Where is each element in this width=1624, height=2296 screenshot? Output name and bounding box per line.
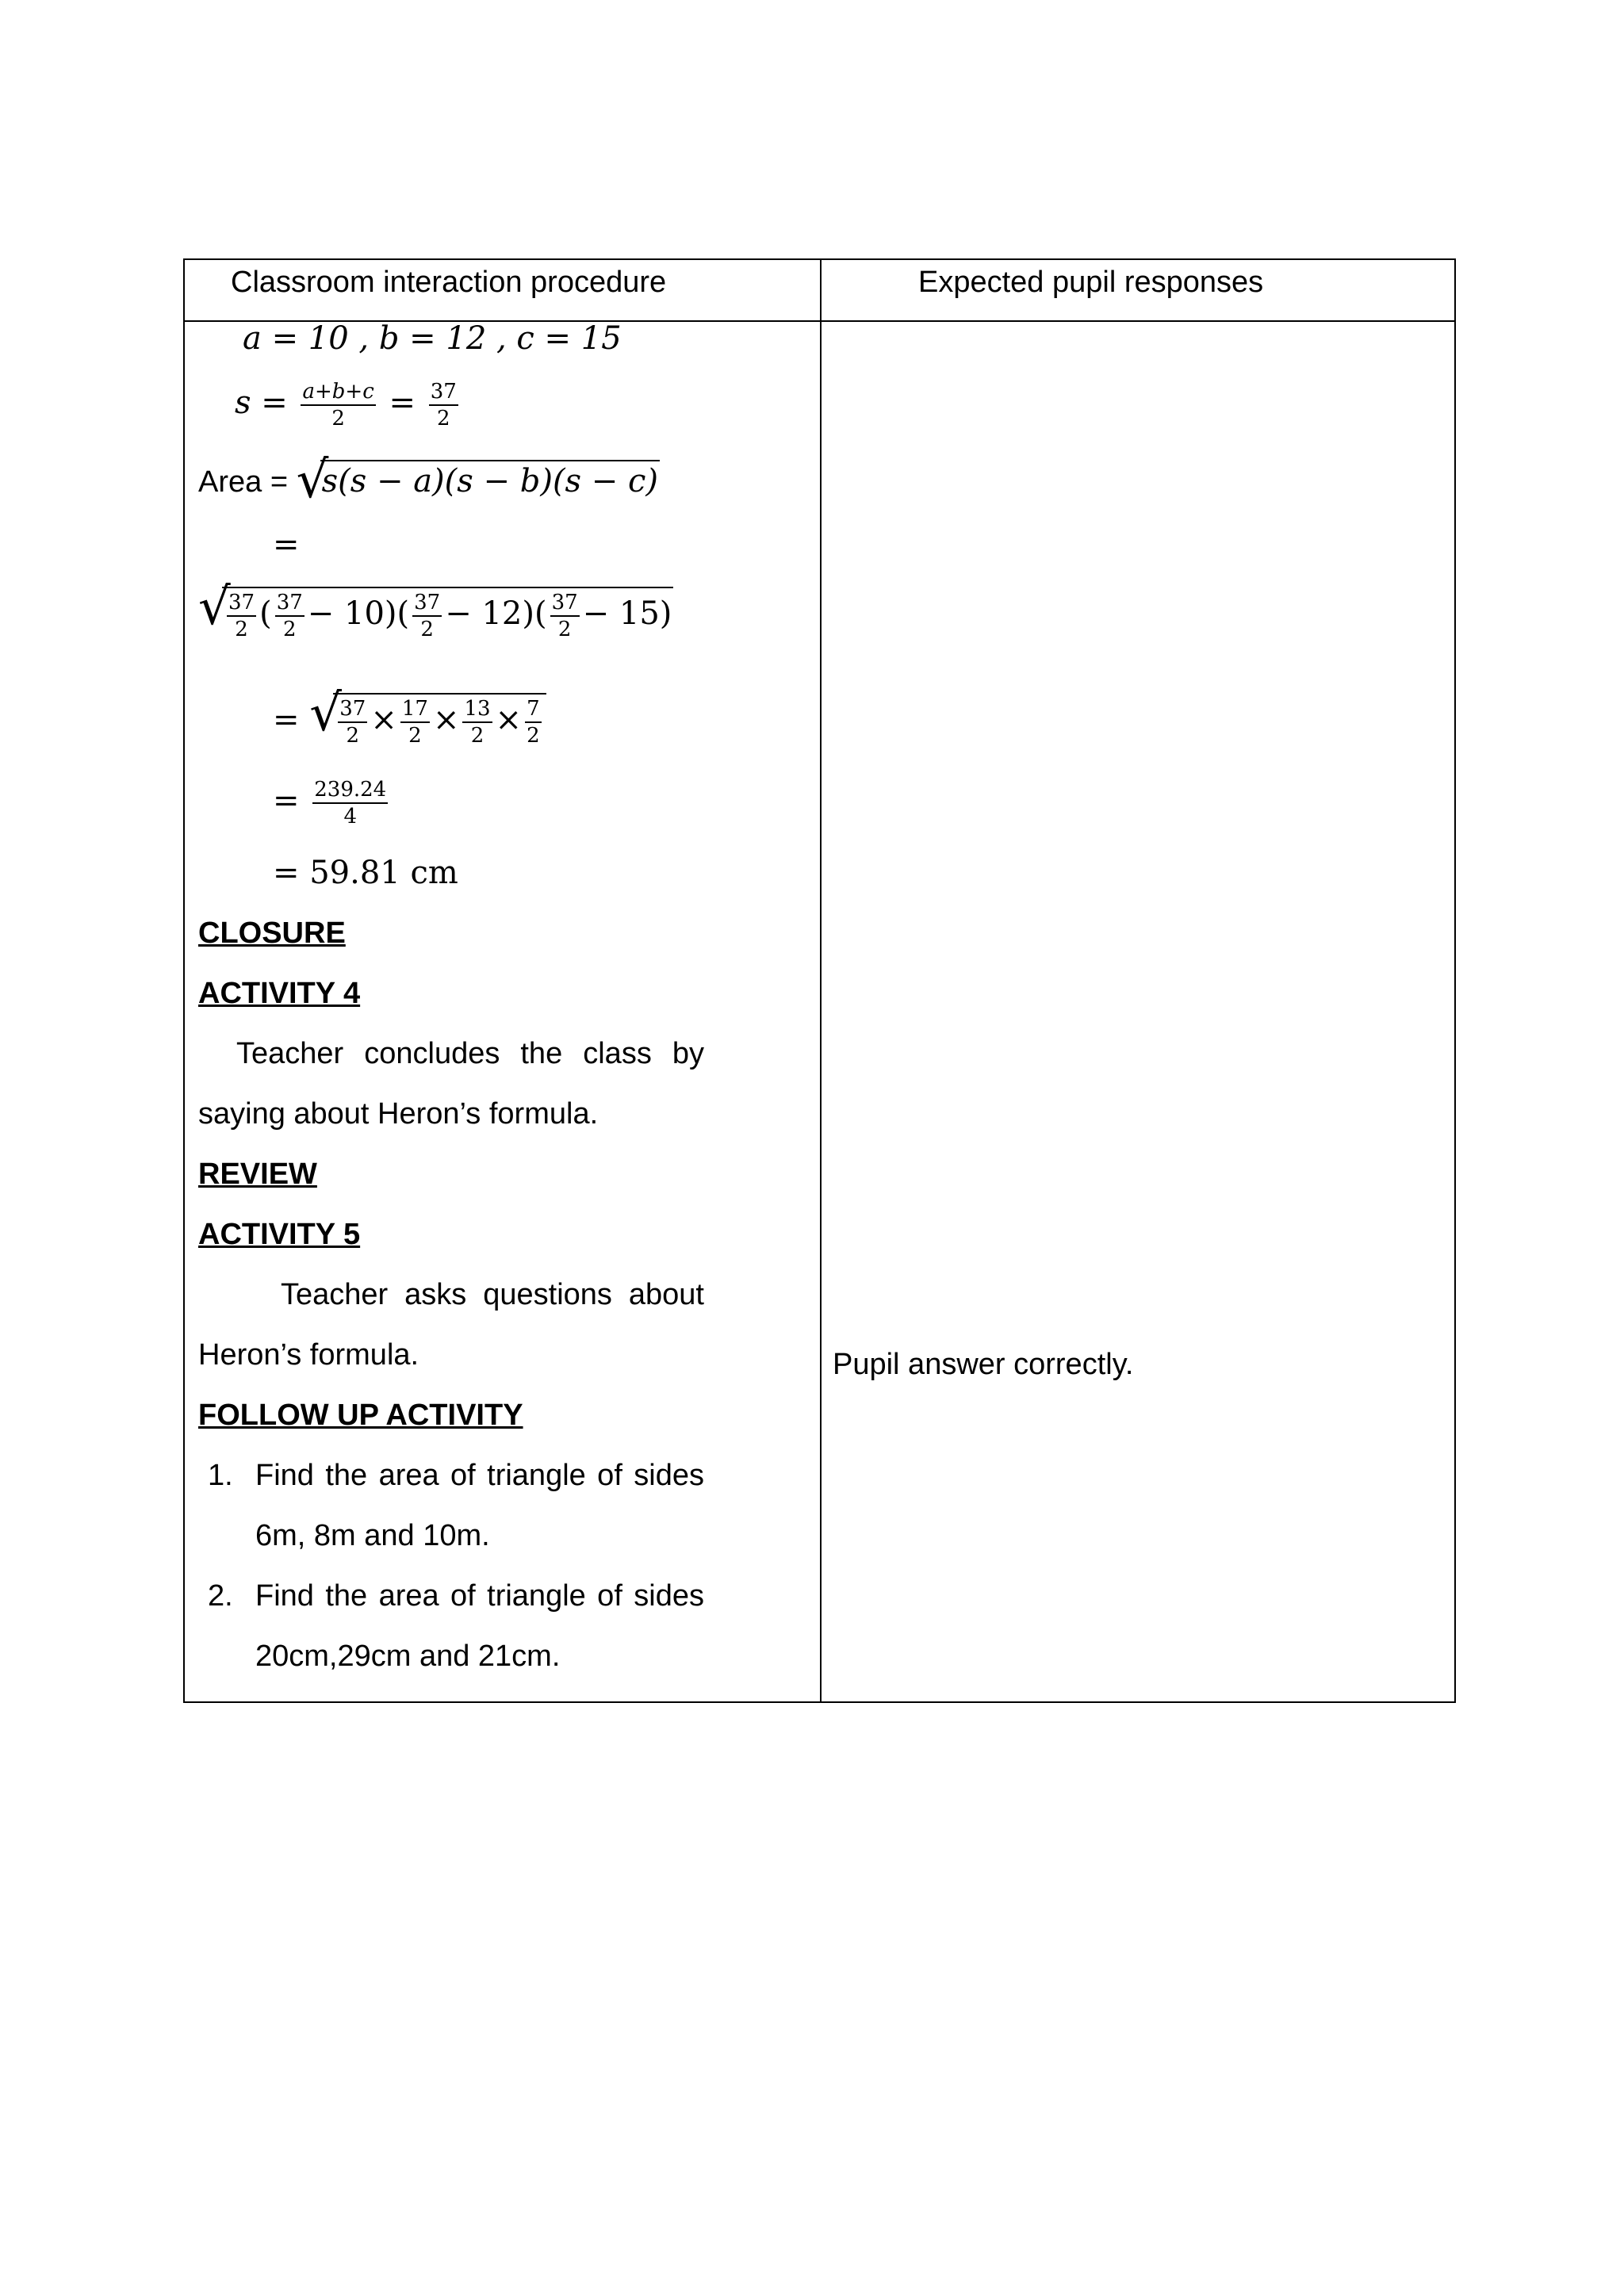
frac-7-2: $\frac{7}{2}$ xyxy=(527,697,540,748)
frac-17-2: $\frac{17}{2}$ xyxy=(401,697,428,748)
product-body xyxy=(333,693,546,748)
activity5-heading: ACTIVITY 5 xyxy=(198,1218,361,1251)
area-sqrt xyxy=(296,451,660,510)
activity4-heading: ACTIVITY 4 xyxy=(198,977,361,1010)
substitution-sqrt xyxy=(198,578,673,642)
item2-line1: Find the area of triangle of sides xyxy=(255,1579,704,1613)
substitution-line xyxy=(198,578,673,642)
semi-perimeter xyxy=(235,379,462,431)
area-formula: s(s − a)(s − b)(s − c) xyxy=(320,460,660,499)
radical-icon: √ xyxy=(296,451,329,510)
res-num: 239.24 xyxy=(312,777,388,804)
s-label: s = xyxy=(235,385,288,421)
frac-37-2: $\frac{37}{2}$ xyxy=(551,591,578,641)
frac-37-2: $\frac{37}{2}$ xyxy=(339,697,366,748)
minus-15: − 15) xyxy=(582,595,672,632)
s-eq: = xyxy=(389,385,416,421)
s-num: a+b+c xyxy=(301,379,375,406)
item2-number: 2. xyxy=(208,1579,233,1613)
product-sqrt xyxy=(309,684,546,748)
header-right: Expected pupil responses xyxy=(918,266,1264,299)
eq: = xyxy=(273,702,300,738)
frac-37-2: $\frac{37}{2}$ xyxy=(228,591,255,641)
radical-icon: √ xyxy=(198,578,231,637)
s-fraction xyxy=(301,379,375,431)
res-den: 4 xyxy=(343,805,357,828)
a5-line1: Teacher asks questions about xyxy=(281,1278,704,1311)
frac-13-2: $\frac{13}{2}$ xyxy=(464,697,491,748)
s-result-den: 2 xyxy=(436,407,450,430)
item1-line2: 6m, 8m and 10m. xyxy=(255,1519,490,1552)
eq: = xyxy=(273,783,300,819)
final-answer: = 59.81 cm xyxy=(273,855,458,891)
area-formula-line xyxy=(198,451,660,510)
minus-12: − 12)( xyxy=(445,595,547,632)
s-den: 2 xyxy=(331,407,345,430)
product-line xyxy=(273,684,546,748)
a5-line2: Heron’s formula. xyxy=(198,1338,419,1372)
result-line xyxy=(273,777,391,829)
a4-line2: saying about Heron’s formula. xyxy=(198,1097,599,1131)
times: × xyxy=(495,702,523,738)
a4-line1: Teacher concludes the class by xyxy=(236,1037,704,1070)
pupil-response: Pupil answer correctly. xyxy=(833,1348,1134,1381)
review-heading: REVIEW xyxy=(198,1158,317,1191)
minus-10: − 10)( xyxy=(307,595,410,632)
item1-line1: Find the area of triangle of sides xyxy=(255,1459,704,1492)
times: × xyxy=(432,702,460,738)
eq-line-1: = xyxy=(273,526,300,563)
radical-icon: √ xyxy=(309,684,343,743)
item2-line2: 20cm,29cm and 21cm. xyxy=(255,1640,561,1673)
header-left: Classroom interaction procedure xyxy=(231,266,667,299)
s-result-num: 37 xyxy=(429,379,458,406)
frac-37-2: $\frac{37}{2}$ xyxy=(276,591,303,641)
substitution-body: $\frac{37}{2}$ ( $\frac{37}{2}$ − 10)( $\frac{37}{2}$ − 12)( $\frac{37}{2}$ − 15) xyxy=(222,587,673,642)
area-label: Area = xyxy=(198,465,289,499)
s-result xyxy=(429,379,458,431)
follow-up-heading: FOLLOW UP ACTIVITY xyxy=(198,1399,523,1432)
given-values: a = 10 , b = 12 , c = 15 xyxy=(243,320,622,357)
result-fraction xyxy=(312,777,388,829)
item1-number: 1. xyxy=(208,1459,233,1492)
times: × xyxy=(370,702,397,738)
frac-37-2: $\frac{37}{2}$ xyxy=(414,591,441,641)
column-divider xyxy=(820,260,822,1701)
closure-heading: CLOSURE xyxy=(198,916,346,950)
